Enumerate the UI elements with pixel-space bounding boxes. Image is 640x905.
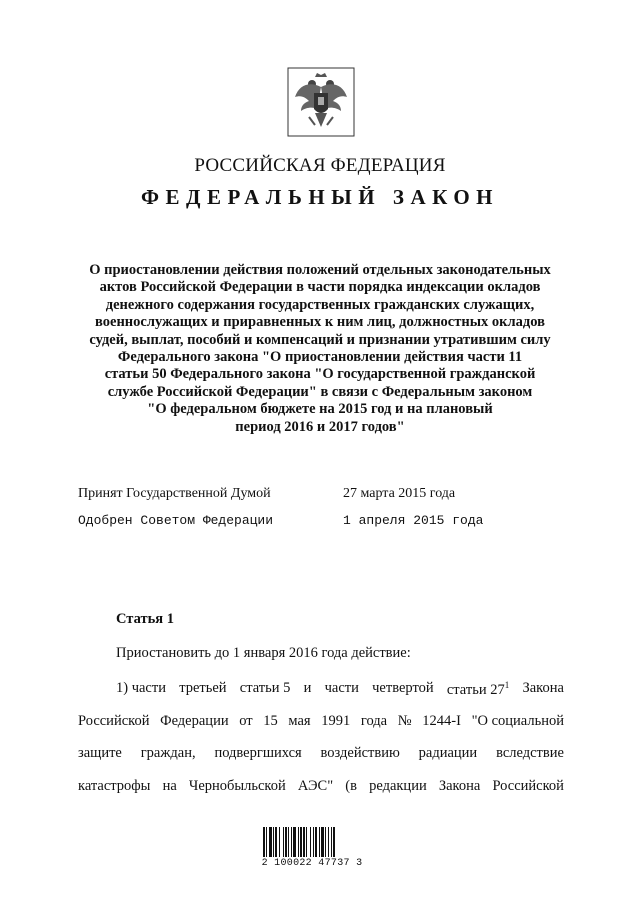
word: Российской [492,778,564,794]
law-title-line: актов Российской Федерации в части порядка индексации окладов [99,279,541,296]
word: от [239,713,253,729]
law-title-line: статьи 50 Федерального закона "О государственной гражданской [104,366,536,383]
law-title-line: "О федеральном бюджете на 2015 год и на плановый [147,401,493,418]
barcode-bar [331,827,332,857]
word: АЭС" [297,778,334,794]
law-title-line: период 2016 и 2017 годов" [235,418,405,435]
word: статьи 5 [239,680,291,696]
barcode-bar [333,827,335,857]
word: 1) части [116,680,166,696]
approval-body: Одобрен Советом Федерации [78,513,274,528]
word: № [397,713,412,729]
barcode-bar [328,827,329,857]
barcode-bar [288,827,289,857]
barcode-bar [298,827,299,857]
superscript: 1 [504,680,510,690]
word: "О социальной [471,713,564,729]
word: Российской [78,713,150,729]
barcode-bar [273,827,274,857]
word: года [360,713,388,729]
article-lead-paragraph: Приостановить до 1 января 2016 года действие: [116,645,411,661]
word: вследствие [496,745,564,761]
russian-coat-of-arms-icon [287,67,355,137]
word: четвертой [372,680,434,696]
word: (в [345,778,357,794]
word: 1991 [321,713,351,729]
barcode-bar [279,827,280,857]
barcode-bar [269,827,272,857]
law-title-line: службе Российской Федерации" в связи с Федеральным законом [107,383,533,400]
law-title [70,262,570,436]
law-title-line: военнослужащих и приравненных к ним лиц, должностных окладов [95,314,545,331]
barcode-bar [325,827,326,857]
word: радиации [418,745,478,761]
barcode-bar [306,827,307,857]
barcode-bar [275,827,277,857]
word: мая [288,713,311,729]
barcode-bar [293,827,296,857]
word: подвергшихся [214,745,302,761]
barcode-bar [285,827,287,857]
barcode-bar [283,827,284,857]
barcode-bar [303,827,305,857]
country-name: РОССИЙСКАЯ ФЕДЕРАЦИЯ [194,155,446,176]
word: редакции [369,778,427,794]
word: Чернобыльской [188,778,286,794]
barcode-bar [313,827,314,857]
approval-date: 1 апреля 2015 года [343,513,484,528]
word: на [162,778,177,794]
barcode [263,827,355,857]
barcode-bar [263,827,265,857]
article-item-line [78,778,564,795]
barcode-bar [321,827,324,857]
word: Закона [522,680,564,696]
article-heading: Статья 1 [116,611,174,627]
word: Федерации [160,713,229,729]
word: 15 [263,713,278,729]
article-item-line [78,745,564,762]
word: Закона [438,778,481,794]
word: 1244-I [422,713,461,729]
barcode-number: 2 100022 47737 3 [261,858,363,869]
approval-body: Принят Государственной Думой [78,486,271,501]
word: граждан, [140,745,196,761]
word: защите [78,745,122,761]
word: третьей [179,680,227,696]
article-item-line [78,713,564,730]
word: статьи $27^1$ [446,680,510,698]
barcode-bar [315,827,317,857]
barcode-bar [266,827,267,857]
law-title-line: Федерального закона "О приостановлении действия части 11 [117,349,523,366]
word: воздействию [320,745,400,761]
law-title-line: судей, выплат, пособий и компенсаций и признании утратившим силу [89,331,551,348]
barcode-bar [319,827,320,857]
article-item-line [116,680,564,699]
law-title-line: денежного содержания государственных гражданских служащих, [105,296,535,313]
word: и [303,680,312,696]
barcode-bar [300,827,302,857]
approval-date: 27 марта 2015 года [343,486,456,501]
barcode-bar [291,827,292,857]
word: катастрофы [78,778,151,794]
word: части [324,680,359,696]
barcode-bar [310,827,311,857]
law-title-line: О приостановлении действия положений отдельных законодательных [89,262,551,278]
document-type: ФЕДЕРАЛЬНЫЙ ЗАКОН [141,185,499,209]
